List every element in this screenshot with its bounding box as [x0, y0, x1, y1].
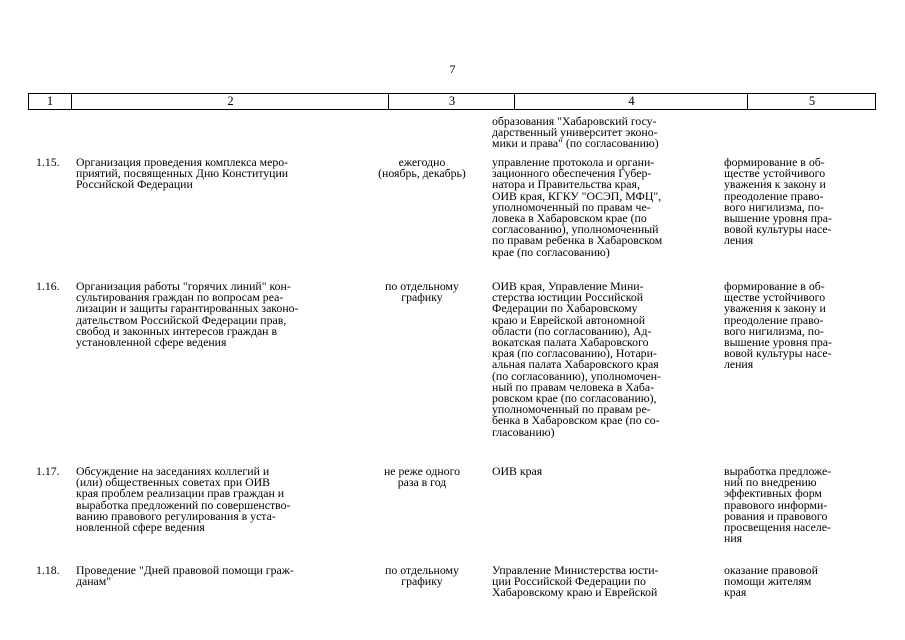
row-number: 1.17. [36, 464, 60, 478]
row-number: 1.16. [36, 279, 60, 293]
row-number: 1.18. [36, 563, 60, 577]
row-result: выработка предложе- ний по внедрению эффективных форм правового информи- рования и правового просвещения населе- ния [724, 464, 832, 546]
header-col-1: 1 [46, 94, 54, 108]
header-col-5: 5 [747, 94, 876, 109]
row-executors: ОИВ края, Управление Мини- стерства юстиции Российской Федерации по Хабаровскому краю и Еврейской автономной области (по согласованию), Ад- вокатская палата Хабаровского края (по согласованию), Нотари- альная палата Хабаровского края (по согласованию), уполномочен- ный по правам человека в Хаба- ровском крае (по согласованию), уполномоченный по правам ре- бенка в Хабаровском крае (по со- гласованию) [492, 279, 661, 439]
row-event: Обсуждение на заседаниях коллегий и (или) общественных советах при ОИВ края проблем реализации прав граждан и выработка предложений по совершенство- ванию правового регулирования в уста- новленной сфере ведения [76, 464, 291, 535]
continuation-executors: образования "Хабаровский госу- дарственный университет эконо- мики и права" (по согласованию) [492, 114, 659, 151]
row-executors: Управление Министерства юсти- ции Российской Федерации по Хабаровскому краю и Еврейской [492, 563, 659, 600]
row-event: Организация работы "горячих линий" кон- сультирования граждан по вопросам реа- лизации и защиты гарантированных законо- дательством Российской Федерации прав, свобод и законных интересов граждан в установленной сфере ведения [76, 279, 299, 350]
row-event: Проведение "Дней правовой помощи граж- данам" [76, 563, 294, 589]
header-col-2: 2 [71, 94, 389, 109]
row-number: 1.15. [36, 155, 60, 169]
row-result: формирование в об- ществе устойчивого уважения к закону и преодоление право- вого нигилизма, по- вышение уровня пра- вовой культуры насе- ления [724, 279, 832, 372]
row-executors: управление протокола и органи- зационного обеспечения Губер- натора и Правительства края, ОИВ края, КГКУ "ОСЭП, МФЦ", уполномоченный по правам че- ловека в Хабаровском крае (по согласованию), уполномоченный по правам ребенка в Хабаровском крае (по согласованию) [492, 155, 663, 259]
table-header [28, 93, 876, 110]
row-period: по отдельному графику [385, 279, 459, 305]
row-period: по отдельному графику [385, 563, 459, 589]
row-result: оказание правовой помощи жителям края [724, 563, 818, 600]
page-number: 7 [449, 62, 456, 76]
row-executors: ОИВ края [492, 464, 543, 478]
row-result: формирование в об- ществе устойчивого уважения к закону и преодоление право- вого нигилизма, по- вышение уровня пра- вовой культуры насе- ления [724, 155, 832, 248]
header-col-3: 3 [388, 94, 515, 109]
row-event: Организация проведения комплекса меро- приятий, посвященных Дню Конституции Российской Федерации [76, 155, 289, 192]
row-period: не реже одного раза в год [383, 464, 461, 490]
header-col-4: 4 [514, 94, 748, 109]
row-period: ежегодно (ноябрь, декабрь) [378, 155, 466, 181]
